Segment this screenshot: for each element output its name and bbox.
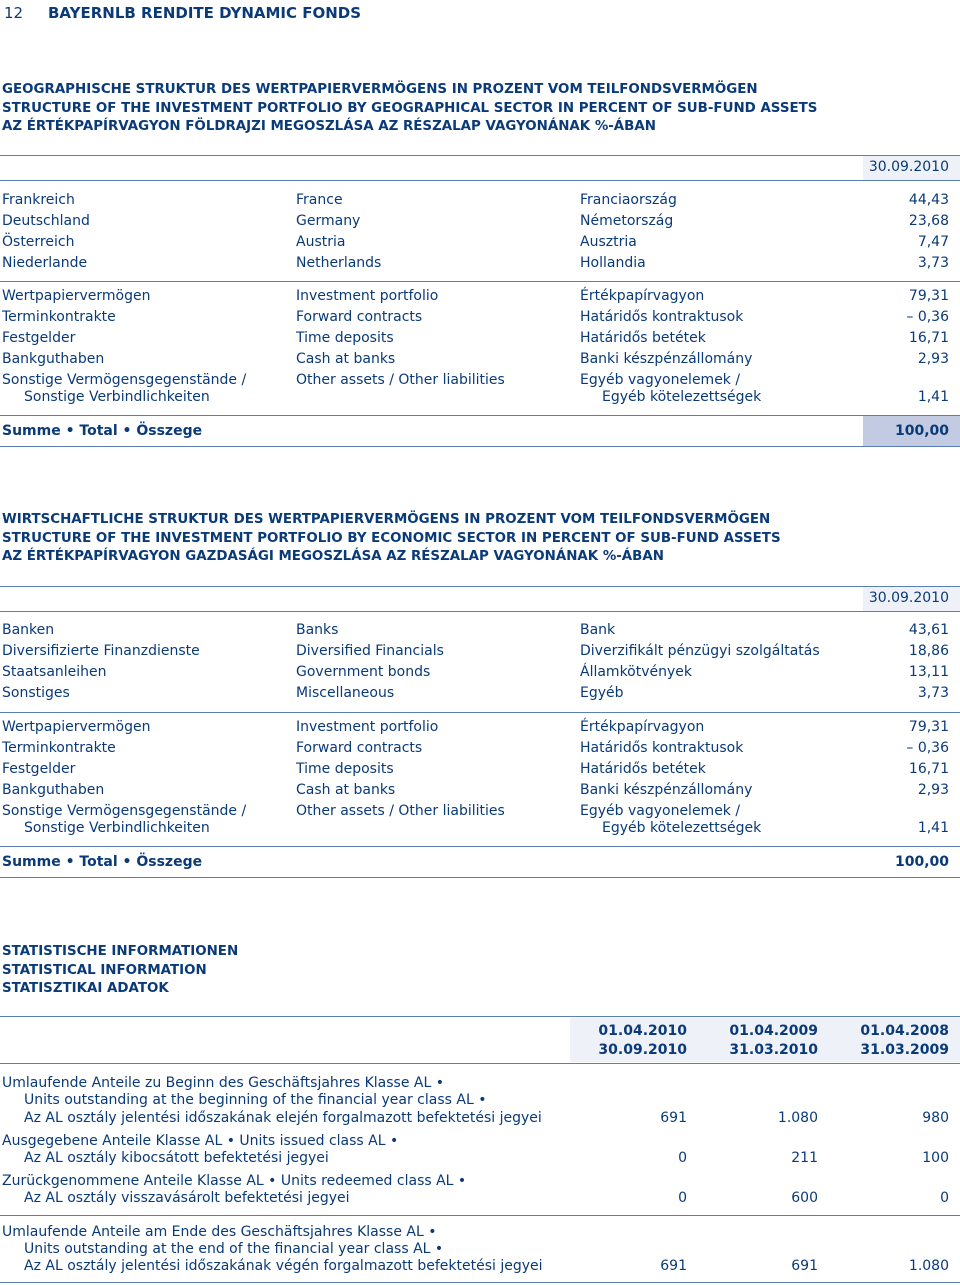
row-label-de: Banken: [2, 622, 55, 638]
stats-value: 691: [660, 1110, 687, 1126]
row-label-hu: Banki készpénzállomány: [580, 351, 753, 367]
row-value: 13,11: [908, 664, 949, 680]
row-label-de: Terminkontrakte: [2, 309, 116, 325]
econ-title-hu: AZ ÉRTÉKPAPÍRVAGYON GAZDASÁGI MEGOSZLÁSA AZ RÉSZALAP VAGYONÁNAK %-ÁBAN: [2, 549, 664, 564]
row-label-en: Austria: [296, 234, 346, 250]
row-value: 23,68: [908, 213, 949, 229]
row-label-hu: Egyéb vagyonelemek /: [580, 372, 741, 388]
row-label-hu: Értékpapírvagyon: [580, 288, 705, 304]
geo-title-hu: AZ ÉRTÉKPAPÍRVAGYON FÖLDRAJZI MEGOSZLÁSA AZ RÉSZALAP VAGYONÁNAK %-ÁBAN: [2, 119, 656, 134]
stats-value: 0: [678, 1150, 687, 1166]
row-label-hu: Franciaország: [580, 192, 677, 208]
geo-rows-rule: [0, 281, 960, 282]
row-value: 7,47: [917, 234, 949, 250]
period-to: 30.09.2010: [598, 1042, 687, 1058]
stats-header-rule: [0, 1063, 960, 1064]
geo-date: 30.09.2010: [868, 159, 949, 175]
row-label-de: Deutschland: [2, 213, 90, 229]
stats-value: 0: [678, 1190, 687, 1206]
stats-label-en: Units outstanding at the end of the financial year class AL •: [24, 1241, 444, 1257]
geo-total-rule-bottom: [0, 446, 960, 447]
stats-label-hu: Az AL osztály kibocsátott befektetési jegyei: [24, 1150, 329, 1166]
row-value: 43,61: [908, 622, 949, 638]
geo-date-header: [863, 156, 960, 180]
row-label-en: Investment portfolio: [296, 719, 439, 735]
row-label-en: Netherlands: [296, 255, 382, 271]
row-label-de: Bankguthaben: [2, 782, 105, 798]
stats-bottom-rule: [0, 1282, 960, 1283]
stats-title-de: STATISTISCHE INFORMATIONEN: [2, 944, 239, 959]
row-label-de-cont: Sonstige Verbindlichkeiten: [24, 820, 210, 836]
stats-value: 100: [922, 1150, 949, 1166]
econ-header-rule: [0, 611, 960, 612]
row-value: 2,93: [917, 782, 949, 798]
row-value: 1,41: [917, 820, 949, 836]
row-label-hu: Egyéb vagyonelemek /: [580, 803, 741, 819]
row-label-en: Diversified Financials: [296, 643, 444, 659]
total-label: Summe • Total • Összege: [2, 423, 203, 439]
geo-total-row: [0, 416, 960, 446]
stats-label-de-en: Zurückgenommene Anteile Klasse AL • Units redeemed class AL •: [2, 1173, 467, 1189]
row-value: 2,93: [917, 351, 949, 367]
row-value: – 0,36: [906, 740, 949, 756]
econ-date: 30.09.2010: [868, 590, 949, 606]
total-label: Summe • Total • Összege: [2, 854, 203, 870]
period-col-2: [729, 1022, 818, 1060]
row-label-en: Banks: [296, 622, 339, 638]
row-label-de-cont: Sonstige Verbindlichkeiten: [24, 389, 210, 405]
row-label-hu: Államkötvények: [580, 664, 693, 680]
period-to: 31.03.2009: [860, 1042, 949, 1058]
stats-value: 0: [940, 1190, 949, 1206]
row-label-hu: Hollandia: [580, 255, 646, 271]
total-value-box: [863, 416, 960, 446]
stats-value: 980: [922, 1110, 949, 1126]
page-header: [0, 4, 960, 24]
stats-label-en: Units outstanding at the beginning of the financial year class AL •: [24, 1092, 487, 1108]
stats-label-de-en: Ausgegebene Anteile Klasse AL • Units issued class AL •: [2, 1133, 399, 1149]
total-value-box: [863, 847, 960, 877]
geo-header-rule: [0, 180, 960, 181]
stats-value: 691: [791, 1258, 818, 1274]
row-label-de: Festgelder: [2, 761, 76, 777]
econ-section-title: [2, 511, 781, 567]
stats-value: 1.080: [777, 1110, 818, 1126]
stats-label-de: Umlaufende Anteile am Ende des Geschäftsjahres Klasse AL •: [2, 1224, 437, 1240]
stats-section-title: [2, 943, 238, 999]
stats-value: 691: [660, 1258, 687, 1274]
row-label-de: Staatsanleihen: [2, 664, 107, 680]
row-label-en: Investment portfolio: [296, 288, 439, 304]
row-label-de: Sonstige Vermögensgegenstände /: [2, 372, 247, 388]
geo-title-de: GEOGRAPHISCHE STRUKTUR DES WERTPAPIERVERMÖGENS IN PROZENT VOM TEILFONDSVERMÖGEN: [2, 82, 758, 97]
row-value: 1,41: [917, 389, 949, 405]
econ-top-rule: [0, 586, 960, 587]
period-col-3: [860, 1022, 949, 1060]
row-label-en: Cash at banks: [296, 782, 396, 798]
row-label-hu: Banki készpénzállomány: [580, 782, 753, 798]
row-label-hu: Határidős betétek: [580, 761, 706, 777]
row-label-hu: Értékpapírvagyon: [580, 719, 705, 735]
row-label-hu: Határidős kontraktusok: [580, 309, 744, 325]
econ-total-rule-bottom: [0, 877, 960, 878]
geo-top-rule: [0, 155, 960, 156]
row-label-en: Time deposits: [296, 761, 394, 777]
row-label-de: Österreich: [2, 234, 75, 250]
row-label-de: Frankreich: [2, 192, 75, 208]
row-label-en: Time deposits: [296, 330, 394, 346]
period-from: 01.04.2008: [860, 1023, 949, 1039]
stats-label-hu: Az AL osztály jelentési időszakának elején forgalmazott befektetési jegyei: [24, 1110, 542, 1126]
econ-title-en: STRUCTURE OF THE INVESTMENT PORTFOLIO BY ECONOMIC SECTOR IN PERCENT OF SUB-FUND ASSETS: [2, 530, 781, 546]
period-from: 01.04.2009: [729, 1023, 818, 1039]
row-label-en: France: [296, 192, 343, 208]
stats-label-hu: Az AL osztály visszavásárolt befektetési jegyei: [24, 1190, 350, 1206]
stats-value: 600: [791, 1190, 818, 1206]
econ-rows-rule: [0, 712, 960, 713]
row-label-de: Sonstiges: [2, 685, 70, 701]
row-label-de: Wertpapiervermögen: [2, 288, 151, 304]
row-label-en: Forward contracts: [296, 309, 423, 325]
row-label-de: Bankguthaben: [2, 351, 105, 367]
row-label-en: Germany: [296, 213, 361, 229]
row-value: 79,31: [908, 719, 949, 735]
period-from: 01.04.2010: [598, 1023, 687, 1039]
row-label-en: Other assets / Other liabilities: [296, 372, 505, 388]
row-label-en: Forward contracts: [296, 740, 423, 756]
geo-title-en: STRUCTURE OF THE INVESTMENT PORTFOLIO BY GEOGRAPHICAL SECTOR IN PERCENT OF SUB-FUND ASSETS: [2, 100, 818, 116]
stats-value: 1.080: [908, 1258, 949, 1274]
page-number: 12: [4, 4, 24, 22]
row-label-de: Wertpapiervermögen: [2, 719, 151, 735]
row-value: 79,31: [908, 288, 949, 304]
row-label-en: Other assets / Other liabilities: [296, 803, 505, 819]
stats-top-rule: [0, 1016, 960, 1017]
row-label-hu: Bank: [580, 622, 616, 638]
row-value: 44,43: [908, 192, 949, 208]
row-label-en: Miscellaneous: [296, 685, 395, 701]
stats-period-header: [570, 1018, 960, 1062]
row-label-hu: Németország: [580, 213, 674, 229]
econ-total-row: [0, 847, 960, 877]
row-label-de: Sonstige Vermögensgegenstände /: [2, 803, 247, 819]
row-label-hu: Határidős kontraktusok: [580, 740, 744, 756]
row-label-de: Terminkontrakte: [2, 740, 116, 756]
row-label-hu: Ausztria: [580, 234, 637, 250]
stats-title-en: STATISTICAL INFORMATION: [2, 962, 207, 978]
stats-value: 211: [791, 1150, 818, 1166]
row-label-hu: Határidős betétek: [580, 330, 706, 346]
total-value: 100,00: [894, 423, 949, 439]
total-value: 100,00: [894, 854, 949, 870]
period-col-1: [598, 1022, 687, 1060]
row-label-de: Diversifizierte Finanzdienste: [2, 643, 200, 659]
row-label-de: Festgelder: [2, 330, 76, 346]
row-value: – 0,36: [906, 309, 949, 325]
row-label-hu-cont: Egyéb kötelezettségek: [602, 820, 762, 836]
row-value: 18,86: [908, 643, 949, 659]
row-value: 3,73: [917, 685, 949, 701]
row-value: 16,71: [908, 330, 949, 346]
stats-mid-rule: [0, 1215, 960, 1216]
geo-section-title: [2, 81, 817, 137]
period-to: 31.03.2010: [729, 1042, 818, 1058]
econ-date-header: [863, 587, 960, 611]
row-label-en: Government bonds: [296, 664, 431, 680]
row-label-hu: Diverzifikált pénzügyi szolgáltatás: [580, 643, 820, 659]
fund-name: BAYERNLB RENDITE DYNAMIC FONDS: [48, 4, 362, 22]
row-value: 16,71: [908, 761, 949, 777]
row-label-hu-cont: Egyéb kötelezettségek: [602, 389, 762, 405]
stats-label-de: Umlaufende Anteile zu Beginn des Geschäftsjahres Klasse AL •: [2, 1075, 444, 1091]
stats-title-hu: STATISZTIKAI ADATOK: [2, 981, 169, 996]
row-label-de: Niederlande: [2, 255, 88, 271]
econ-title-de: WIRTSCHAFTLICHE STRUKTUR DES WERTPAPIERVERMÖGENS IN PROZENT VOM TEILFONDSVERMÖGEN: [2, 512, 771, 527]
row-label-hu: Egyéb: [580, 685, 624, 701]
stats-label-hu: Az AL osztály jelentési időszakának végén forgalmazott befektetési jegyei: [24, 1258, 543, 1274]
row-label-en: Cash at banks: [296, 351, 396, 367]
row-value: 3,73: [917, 255, 949, 271]
